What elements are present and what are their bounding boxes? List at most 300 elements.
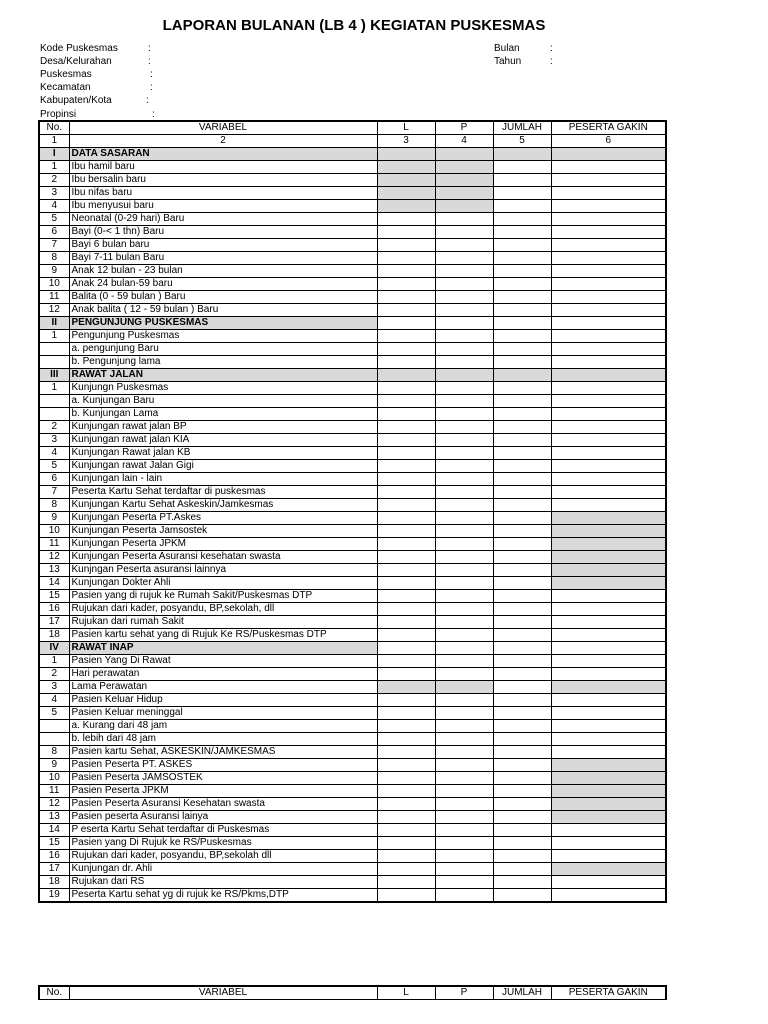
cell-jumlah[interactable] xyxy=(493,460,551,473)
cell-jumlah[interactable] xyxy=(493,590,551,603)
cell-peserta-gakin[interactable] xyxy=(551,434,666,447)
cell-l[interactable] xyxy=(377,213,435,226)
cell-l[interactable] xyxy=(377,317,435,330)
row-variabel: a. Kunjungan Baru xyxy=(69,395,377,408)
cell-p[interactable] xyxy=(435,564,493,577)
cell-peserta-gakin[interactable] xyxy=(551,304,666,317)
footer-col-variabel: VARIABEL xyxy=(69,986,377,1000)
table-row xyxy=(39,330,666,343)
cell-peserta-gakin[interactable] xyxy=(551,824,666,837)
cell-l[interactable] xyxy=(377,408,435,421)
cell-jumlah[interactable] xyxy=(493,434,551,447)
table-row xyxy=(39,356,666,369)
cell-peserta-gakin[interactable] xyxy=(551,525,666,538)
cell-jumlah[interactable] xyxy=(493,655,551,668)
cell-jumlah[interactable] xyxy=(493,265,551,278)
row-variabel: b. lebih dari 48 jam xyxy=(69,733,377,746)
row-no xyxy=(39,395,69,408)
cell-peserta-gakin[interactable] xyxy=(551,213,666,226)
cell-p[interactable] xyxy=(435,863,493,876)
cell-jumlah[interactable] xyxy=(493,382,551,395)
cell-p[interactable] xyxy=(435,304,493,317)
cell-peserta-gakin[interactable] xyxy=(551,603,666,616)
cell-peserta-gakin[interactable] xyxy=(551,759,666,772)
cell-l[interactable] xyxy=(377,369,435,382)
cell-peserta-gakin[interactable] xyxy=(551,772,666,785)
cell-l[interactable] xyxy=(377,486,435,499)
table-row xyxy=(39,525,666,538)
row-variabel: Neonatal (0-29 hari) Baru xyxy=(69,213,377,226)
header-puskesmas-sep: : xyxy=(150,69,153,80)
cell-peserta-gakin[interactable] xyxy=(551,174,666,187)
cell-peserta-gakin[interactable] xyxy=(551,876,666,889)
cell-p[interactable] xyxy=(435,772,493,785)
cell-peserta-gakin[interactable] xyxy=(551,343,666,356)
row-no: 12 xyxy=(39,551,69,564)
cell-p[interactable] xyxy=(435,278,493,291)
cell-l[interactable] xyxy=(377,603,435,616)
cell-peserta-gakin[interactable] xyxy=(551,330,666,343)
cell-jumlah[interactable] xyxy=(493,681,551,694)
cell-peserta-gakin[interactable] xyxy=(551,369,666,382)
cell-l[interactable] xyxy=(377,473,435,486)
cell-peserta-gakin[interactable] xyxy=(551,226,666,239)
row-variabel: Pasien yang Di Rujuk ke RS/Puskesmas xyxy=(69,837,377,850)
cell-jumlah[interactable] xyxy=(493,798,551,811)
cell-l[interactable] xyxy=(377,564,435,577)
cell-l[interactable] xyxy=(377,746,435,759)
cell-jumlah[interactable] xyxy=(493,551,551,564)
cell-peserta-gakin[interactable] xyxy=(551,889,666,903)
cell-p[interactable] xyxy=(435,200,493,213)
cell-l[interactable] xyxy=(377,798,435,811)
cell-p[interactable] xyxy=(435,642,493,655)
cell-l[interactable] xyxy=(377,265,435,278)
cell-peserta-gakin[interactable] xyxy=(551,850,666,863)
table-row xyxy=(39,850,666,863)
cell-jumlah[interactable] xyxy=(493,161,551,174)
cell-p[interactable] xyxy=(435,837,493,850)
cell-jumlah[interactable] xyxy=(493,863,551,876)
cell-l[interactable] xyxy=(377,590,435,603)
cell-jumlah[interactable] xyxy=(493,811,551,824)
cell-peserta-gakin[interactable] xyxy=(551,447,666,460)
cell-p[interactable] xyxy=(435,850,493,863)
cell-l[interactable] xyxy=(377,187,435,200)
cell-p[interactable] xyxy=(435,226,493,239)
cell-peserta-gakin[interactable] xyxy=(551,395,666,408)
row-no: 10 xyxy=(39,525,69,538)
cell-p[interactable] xyxy=(435,317,493,330)
row-variabel: Kunjungan dr. Ahli xyxy=(69,863,377,876)
cell-jumlah[interactable] xyxy=(493,616,551,629)
cell-l[interactable] xyxy=(377,161,435,174)
cell-jumlah[interactable] xyxy=(493,720,551,733)
cell-p[interactable] xyxy=(435,330,493,343)
cell-peserta-gakin[interactable] xyxy=(551,187,666,200)
cell-jumlah[interactable] xyxy=(493,707,551,720)
cell-l[interactable] xyxy=(377,681,435,694)
cell-l[interactable] xyxy=(377,655,435,668)
cell-jumlah[interactable] xyxy=(493,317,551,330)
cell-l[interactable] xyxy=(377,642,435,655)
row-variabel: Bayi 7-11 bulan Baru xyxy=(69,252,377,265)
cell-l[interactable] xyxy=(377,434,435,447)
table-row xyxy=(39,421,666,434)
cell-l[interactable] xyxy=(377,512,435,525)
row-no: 16 xyxy=(39,850,69,863)
cell-p[interactable] xyxy=(435,655,493,668)
cell-l[interactable] xyxy=(377,811,435,824)
cell-peserta-gakin[interactable] xyxy=(551,707,666,720)
cell-l[interactable] xyxy=(377,525,435,538)
cell-jumlah[interactable] xyxy=(493,421,551,434)
cell-jumlah[interactable] xyxy=(493,564,551,577)
cell-p[interactable] xyxy=(435,707,493,720)
table-row xyxy=(39,395,666,408)
cell-jumlah[interactable] xyxy=(493,642,551,655)
row-variabel: Ibu bersalin baru xyxy=(69,174,377,187)
table-row xyxy=(39,577,666,590)
cell-peserta-gakin[interactable] xyxy=(551,408,666,421)
cell-jumlah[interactable] xyxy=(493,213,551,226)
cell-jumlah[interactable] xyxy=(493,226,551,239)
cell-jumlah[interactable] xyxy=(493,876,551,889)
cell-l[interactable] xyxy=(377,278,435,291)
cell-l[interactable] xyxy=(377,694,435,707)
cell-peserta-gakin[interactable] xyxy=(551,265,666,278)
cell-p[interactable] xyxy=(435,785,493,798)
cell-l[interactable] xyxy=(377,785,435,798)
row-no: 8 xyxy=(39,746,69,759)
cell-jumlah[interactable] xyxy=(493,603,551,616)
cell-l[interactable] xyxy=(377,330,435,343)
cell-p[interactable] xyxy=(435,499,493,512)
row-no xyxy=(39,733,69,746)
cell-p[interactable] xyxy=(435,252,493,265)
cell-peserta-gakin[interactable] xyxy=(551,239,666,252)
cell-jumlah[interactable] xyxy=(493,187,551,200)
cell-p[interactable] xyxy=(435,343,493,356)
cell-l[interactable] xyxy=(377,577,435,590)
cell-p[interactable] xyxy=(435,876,493,889)
cell-l[interactable] xyxy=(377,551,435,564)
table-row xyxy=(39,174,666,187)
row-variabel: a. pengunjung Baru xyxy=(69,343,377,356)
cell-p[interactable] xyxy=(435,577,493,590)
cell-p[interactable] xyxy=(435,356,493,369)
cell-jumlah[interactable] xyxy=(493,733,551,746)
cell-p[interactable] xyxy=(435,694,493,707)
cell-l[interactable] xyxy=(377,460,435,473)
cell-p[interactable] xyxy=(435,824,493,837)
cell-l[interactable] xyxy=(377,720,435,733)
cell-l[interactable] xyxy=(377,733,435,746)
cell-jumlah[interactable] xyxy=(493,473,551,486)
cell-peserta-gakin[interactable] xyxy=(551,811,666,824)
cell-peserta-gakin[interactable] xyxy=(551,200,666,213)
header-kabupaten-sep: : xyxy=(146,95,149,106)
row-no: 3 xyxy=(39,187,69,200)
cell-peserta-gakin[interactable] xyxy=(551,681,666,694)
row-variabel: Rujukan dari rumah Sakit xyxy=(69,616,377,629)
cell-jumlah[interactable] xyxy=(493,577,551,590)
row-variabel: P eserta Kartu Sehat terdaftar di Puskesmas xyxy=(69,824,377,837)
row-no: IV xyxy=(39,642,69,655)
cell-p[interactable] xyxy=(435,213,493,226)
cell-jumlah[interactable] xyxy=(493,330,551,343)
cell-peserta-gakin[interactable] xyxy=(551,499,666,512)
cell-peserta-gakin[interactable] xyxy=(551,629,666,642)
header-puskesmas-label: Puskesmas xyxy=(40,69,92,80)
cell-l[interactable] xyxy=(377,772,435,785)
cell-p[interactable] xyxy=(435,382,493,395)
row-no: 4 xyxy=(39,694,69,707)
cell-peserta-gakin[interactable] xyxy=(551,460,666,473)
cell-p[interactable] xyxy=(435,148,493,161)
cell-p[interactable] xyxy=(435,239,493,252)
cell-p[interactable] xyxy=(435,447,493,460)
cell-p[interactable] xyxy=(435,525,493,538)
cell-p[interactable] xyxy=(435,811,493,824)
cell-peserta-gakin[interactable] xyxy=(551,538,666,551)
cell-jumlah[interactable] xyxy=(493,772,551,785)
cell-l[interactable] xyxy=(377,538,435,551)
cell-peserta-gakin[interactable] xyxy=(551,837,666,850)
cell-jumlah[interactable] xyxy=(493,369,551,382)
cell-p[interactable] xyxy=(435,486,493,499)
cell-peserta-gakin[interactable] xyxy=(551,148,666,161)
cell-peserta-gakin[interactable] xyxy=(551,733,666,746)
cell-p[interactable] xyxy=(435,733,493,746)
cell-p[interactable] xyxy=(435,681,493,694)
cell-peserta-gakin[interactable] xyxy=(551,694,666,707)
cell-l[interactable] xyxy=(377,395,435,408)
row-variabel: Rujukan dari RS xyxy=(69,876,377,889)
cell-l[interactable] xyxy=(377,226,435,239)
cell-peserta-gakin[interactable] xyxy=(551,642,666,655)
col-number-3: 3 xyxy=(377,135,435,148)
row-variabel: b. Pengunjung lama xyxy=(69,356,377,369)
cell-jumlah[interactable] xyxy=(493,278,551,291)
cell-l[interactable] xyxy=(377,876,435,889)
cell-l[interactable] xyxy=(377,499,435,512)
table-row xyxy=(39,265,666,278)
table-row xyxy=(39,291,666,304)
cell-p[interactable] xyxy=(435,590,493,603)
table-row xyxy=(39,603,666,616)
cell-peserta-gakin[interactable] xyxy=(551,564,666,577)
header-kabupaten-label: Kabupaten/Kota xyxy=(40,95,112,106)
cell-jumlah[interactable] xyxy=(493,629,551,642)
header-propinsi-sep: : xyxy=(152,109,155,120)
row-variabel: Kunjungan Peserta Asuransi kesehatan swasta xyxy=(69,551,377,564)
cell-p[interactable] xyxy=(435,512,493,525)
row-variabel: Kunjungan Rawat jalan KB xyxy=(69,447,377,460)
col-header-variabel: VARIABEL xyxy=(69,121,377,135)
table-row xyxy=(39,629,666,642)
cell-l[interactable] xyxy=(377,343,435,356)
cell-l[interactable] xyxy=(377,174,435,187)
cell-l[interactable] xyxy=(377,616,435,629)
cell-p[interactable] xyxy=(435,538,493,551)
cell-peserta-gakin[interactable] xyxy=(551,278,666,291)
cell-l[interactable] xyxy=(377,759,435,772)
cell-p[interactable] xyxy=(435,421,493,434)
cell-peserta-gakin[interactable] xyxy=(551,577,666,590)
cell-l[interactable] xyxy=(377,824,435,837)
row-no: 7 xyxy=(39,239,69,252)
row-no: 5 xyxy=(39,707,69,720)
cell-l[interactable] xyxy=(377,421,435,434)
header-tahun-sep: : xyxy=(550,56,553,67)
cell-jumlah[interactable] xyxy=(493,850,551,863)
table-row xyxy=(39,187,666,200)
cell-p[interactable] xyxy=(435,759,493,772)
cell-l[interactable] xyxy=(377,304,435,317)
cell-l[interactable] xyxy=(377,889,435,903)
cell-jumlah[interactable] xyxy=(493,512,551,525)
table-row xyxy=(39,863,666,876)
cell-l[interactable] xyxy=(377,356,435,369)
cell-jumlah[interactable] xyxy=(493,499,551,512)
row-no: 1 xyxy=(39,382,69,395)
col-number-4: 4 xyxy=(435,135,493,148)
cell-peserta-gakin[interactable] xyxy=(551,655,666,668)
cell-peserta-gakin[interactable] xyxy=(551,746,666,759)
col-header-no: No. xyxy=(39,121,69,135)
cell-peserta-gakin[interactable] xyxy=(551,720,666,733)
row-no: 15 xyxy=(39,837,69,850)
row-no: 17 xyxy=(39,616,69,629)
row-variabel: Peserta Kartu sehat yg di rujuk ke RS/Pkms,DTP xyxy=(69,889,377,903)
cell-peserta-gakin[interactable] xyxy=(551,863,666,876)
cell-p[interactable] xyxy=(435,369,493,382)
cell-jumlah[interactable] xyxy=(493,759,551,772)
cell-p[interactable] xyxy=(435,161,493,174)
cell-peserta-gakin[interactable] xyxy=(551,317,666,330)
row-no: 6 xyxy=(39,226,69,239)
row-variabel: Kunjungan rawat Jalan Gigi xyxy=(69,460,377,473)
section-row xyxy=(39,317,666,330)
cell-p[interactable] xyxy=(435,408,493,421)
cell-l[interactable] xyxy=(377,837,435,850)
row-no: 2 xyxy=(39,421,69,434)
cell-l[interactable] xyxy=(377,200,435,213)
cell-jumlah[interactable] xyxy=(493,486,551,499)
cell-jumlah[interactable] xyxy=(493,525,551,538)
cell-jumlah[interactable] xyxy=(493,200,551,213)
cell-peserta-gakin[interactable] xyxy=(551,668,666,681)
cell-peserta-gakin[interactable] xyxy=(551,512,666,525)
cell-peserta-gakin[interactable] xyxy=(551,785,666,798)
row-variabel: Pasien peserta Asuransi lainya xyxy=(69,811,377,824)
row-variabel: a. Kurang dari 48 jam xyxy=(69,720,377,733)
cell-l[interactable] xyxy=(377,707,435,720)
cell-p[interactable] xyxy=(435,265,493,278)
cell-jumlah[interactable] xyxy=(493,824,551,837)
cell-peserta-gakin[interactable] xyxy=(551,252,666,265)
cell-jumlah[interactable] xyxy=(493,148,551,161)
cell-p[interactable] xyxy=(435,473,493,486)
cell-p[interactable] xyxy=(435,551,493,564)
cell-jumlah[interactable] xyxy=(493,304,551,317)
cell-p[interactable] xyxy=(435,746,493,759)
cell-l[interactable] xyxy=(377,239,435,252)
cell-jumlah[interactable] xyxy=(493,174,551,187)
section-row xyxy=(39,369,666,382)
cell-peserta-gakin[interactable] xyxy=(551,486,666,499)
header-bulan-label: Bulan xyxy=(494,43,520,54)
table-row xyxy=(39,772,666,785)
cell-jumlah[interactable] xyxy=(493,694,551,707)
cell-p[interactable] xyxy=(435,174,493,187)
cell-l[interactable] xyxy=(377,850,435,863)
cell-p[interactable] xyxy=(435,460,493,473)
cell-l[interactable] xyxy=(377,148,435,161)
cell-l[interactable] xyxy=(377,668,435,681)
cell-peserta-gakin[interactable] xyxy=(551,616,666,629)
cell-p[interactable] xyxy=(435,798,493,811)
cell-l[interactable] xyxy=(377,291,435,304)
cell-p[interactable] xyxy=(435,291,493,304)
cell-l[interactable] xyxy=(377,863,435,876)
cell-peserta-gakin[interactable] xyxy=(551,473,666,486)
cell-l[interactable] xyxy=(377,382,435,395)
cell-peserta-gakin[interactable] xyxy=(551,590,666,603)
cell-jumlah[interactable] xyxy=(493,746,551,759)
cell-peserta-gakin[interactable] xyxy=(551,421,666,434)
cell-p[interactable] xyxy=(435,720,493,733)
cell-jumlah[interactable] xyxy=(493,252,551,265)
cell-jumlah[interactable] xyxy=(493,343,551,356)
cell-l[interactable] xyxy=(377,252,435,265)
cell-peserta-gakin[interactable] xyxy=(551,382,666,395)
cell-jumlah[interactable] xyxy=(493,668,551,681)
cell-p[interactable] xyxy=(435,603,493,616)
cell-jumlah[interactable] xyxy=(493,837,551,850)
cell-peserta-gakin[interactable] xyxy=(551,356,666,369)
cell-p[interactable] xyxy=(435,616,493,629)
cell-jumlah[interactable] xyxy=(493,538,551,551)
header-desa-label: Desa/Kelurahan xyxy=(40,56,112,67)
cell-peserta-gakin[interactable] xyxy=(551,798,666,811)
cell-l[interactable] xyxy=(377,629,435,642)
row-variabel: Kunjungan Dokter Ahli xyxy=(69,577,377,590)
cell-peserta-gakin[interactable] xyxy=(551,551,666,564)
cell-jumlah[interactable] xyxy=(493,395,551,408)
cell-l[interactable] xyxy=(377,447,435,460)
table-row xyxy=(39,564,666,577)
cell-jumlah[interactable] xyxy=(493,408,551,421)
cell-p[interactable] xyxy=(435,434,493,447)
cell-jumlah[interactable] xyxy=(493,785,551,798)
cell-jumlah[interactable] xyxy=(493,291,551,304)
cell-p[interactable] xyxy=(435,187,493,200)
cell-p[interactable] xyxy=(435,668,493,681)
cell-jumlah[interactable] xyxy=(493,239,551,252)
cell-p[interactable] xyxy=(435,889,493,903)
cell-jumlah[interactable] xyxy=(493,889,551,903)
cell-p[interactable] xyxy=(435,629,493,642)
cell-peserta-gakin[interactable] xyxy=(551,161,666,174)
cell-jumlah[interactable] xyxy=(493,447,551,460)
cell-jumlah[interactable] xyxy=(493,356,551,369)
cell-peserta-gakin[interactable] xyxy=(551,291,666,304)
row-no: 10 xyxy=(39,278,69,291)
cell-p[interactable] xyxy=(435,395,493,408)
footer-col-jumlah: JUMLAH xyxy=(493,986,551,1000)
